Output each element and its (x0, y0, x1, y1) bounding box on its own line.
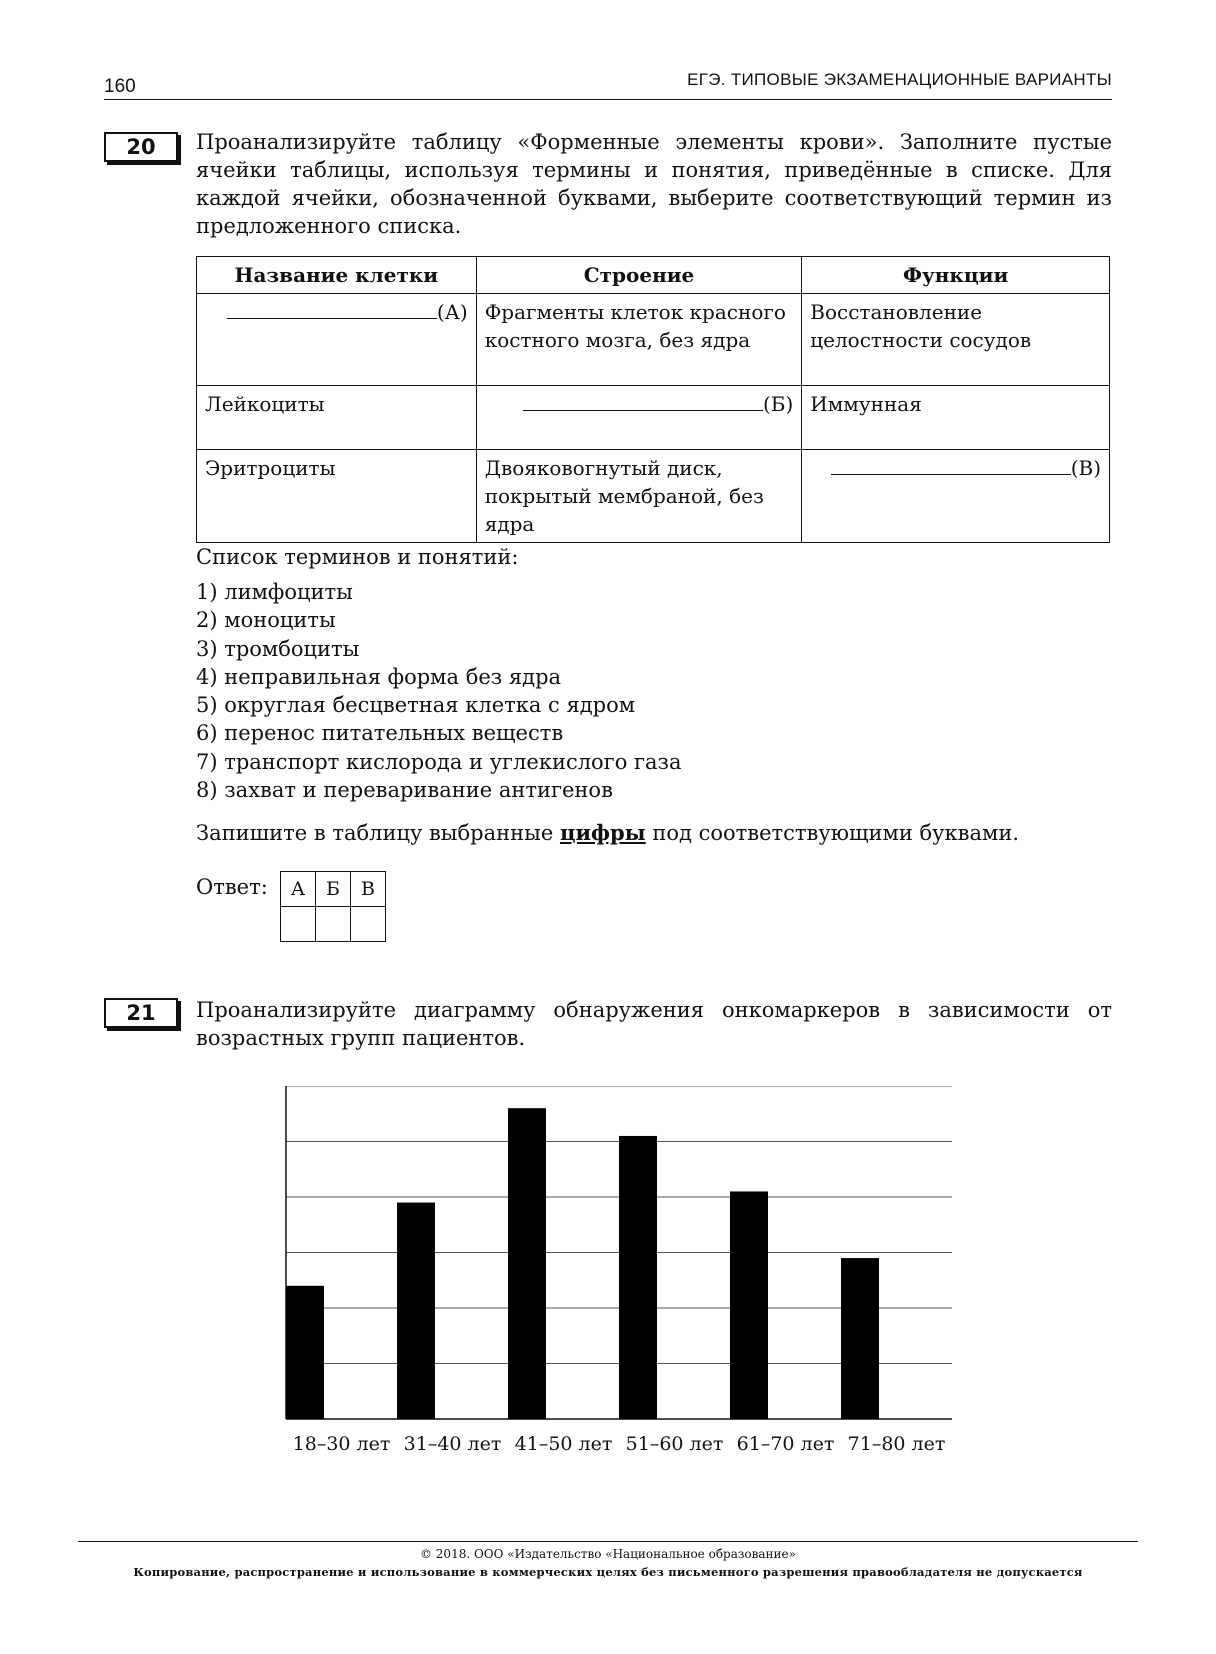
answer-input-a[interactable] (281, 907, 316, 942)
tick-label: 51–60 лет (625, 1433, 724, 1455)
list-item: 4) неправильная форма без ядра (196, 664, 562, 689)
answer-letter: А (281, 872, 316, 907)
table-cell-blank-v (802, 450, 1110, 543)
terms-list-title: Список терминов и понятий: (196, 545, 519, 569)
list-item: 1) лимфоциты (196, 580, 353, 604)
answer-input-v[interactable] (351, 907, 386, 942)
table-row (197, 386, 1110, 450)
footer-rule (78, 1541, 1138, 1542)
answer-label: Ответ: (196, 875, 268, 899)
footer-notice: Копирование, распространение и использование в коммерческих целях без письменного разрешения правообладателя не допускается (133, 1565, 1083, 1579)
table-header-cell: Строение (476, 257, 802, 294)
bar-chart (268, 1086, 968, 1486)
list-item: 5) округлая бесцветная клетка с ядром (196, 693, 636, 718)
page-number: 160 (104, 76, 136, 97)
tick-label: 18–30 лет (292, 1433, 391, 1455)
answer-input-b[interactable] (316, 907, 351, 942)
task-20-prompt: Проанализируйте таблицу «Форменные элементы крови». Заполните пустые ячейки таблицы, используя термины и понятия, приведённые в списке. Для каждой ячейки, обозначенной буквами, выберите соответствующий термин из предложенного списка. (196, 130, 1112, 238)
instruction-text: Запишите в таблицу выбранные (196, 821, 560, 845)
blank-label-v: (В) (1070, 456, 1101, 480)
bar (730, 1191, 768, 1419)
running-title: ЕГЭ. ТИПОВЫЕ ЭКЗАМЕНАЦИОННЫЕ ВАРИАНТЫ (687, 70, 1112, 89)
table-row (197, 450, 1110, 543)
table-row (197, 294, 1110, 386)
bar (286, 1286, 324, 1419)
tick-label: 31–40 лет (403, 1433, 502, 1455)
table-cell: Фрагменты клеток красного костного мозга, без ядра (476, 294, 802, 386)
instruction-text: под соответствующими буквами. (645, 821, 1020, 845)
list-item: 3) тромбоциты (196, 636, 360, 661)
bar (841, 1258, 879, 1419)
table-cell: Восстановление целостности сосудов (802, 294, 1110, 386)
table-cell-blank-a (197, 294, 477, 386)
table-cell: Лейкоциты (197, 386, 477, 450)
list-item: 6) перенос питательных веществ (196, 721, 564, 746)
blank-label-a: (А) (436, 300, 468, 324)
tick-label: 71–80 лет (847, 1433, 946, 1455)
table-cell: Иммунная (802, 386, 1110, 450)
bar (619, 1136, 657, 1419)
answer-letter: Б (316, 872, 351, 907)
table-header-cell: Название клетки (197, 257, 477, 294)
blank-line (523, 390, 763, 411)
blank-label-b: (Б) (762, 392, 794, 416)
table-cell: Двояковогнутый диск, покрытый мембраной, без ядра (476, 450, 802, 543)
oncomarker-chart (268, 1086, 968, 1486)
list-item: 2) моноциты (196, 608, 336, 633)
table-cell-blank-b (476, 386, 802, 450)
blood-cells-table (196, 256, 1110, 543)
task-21-number: 21 (104, 998, 178, 1028)
header-rule (104, 99, 1112, 100)
list-item: 8) захват и переваривание антигенов (196, 778, 613, 803)
answer-grid (280, 871, 386, 942)
tick-label: 41–50 лет (514, 1433, 613, 1455)
instruction-emphasis: цифры (559, 820, 646, 845)
bar (508, 1108, 546, 1419)
table-header-cell: Функции (802, 257, 1110, 294)
task-21-prompt: Проанализируйте диаграмму обнаружения онкомаркеров в зависимости от возрастных групп пациентов. (196, 998, 1112, 1050)
bar (397, 1203, 435, 1419)
table-header-row (197, 257, 1110, 294)
tick-label: 61–70 лет (736, 1433, 835, 1455)
list-item: 7) транспорт кислорода и углекислого газа (196, 749, 682, 774)
table-cell: Эритроциты (197, 450, 477, 543)
task-20-number: 20 (104, 132, 178, 162)
footer-copyright: © 2018. ООО «Издательство «Национальное образование» (419, 1547, 796, 1561)
blank-line (831, 454, 1071, 475)
blank-line (227, 298, 437, 319)
answer-letter: В (351, 872, 386, 907)
instruction (196, 820, 1019, 845)
terms-list (196, 578, 682, 804)
